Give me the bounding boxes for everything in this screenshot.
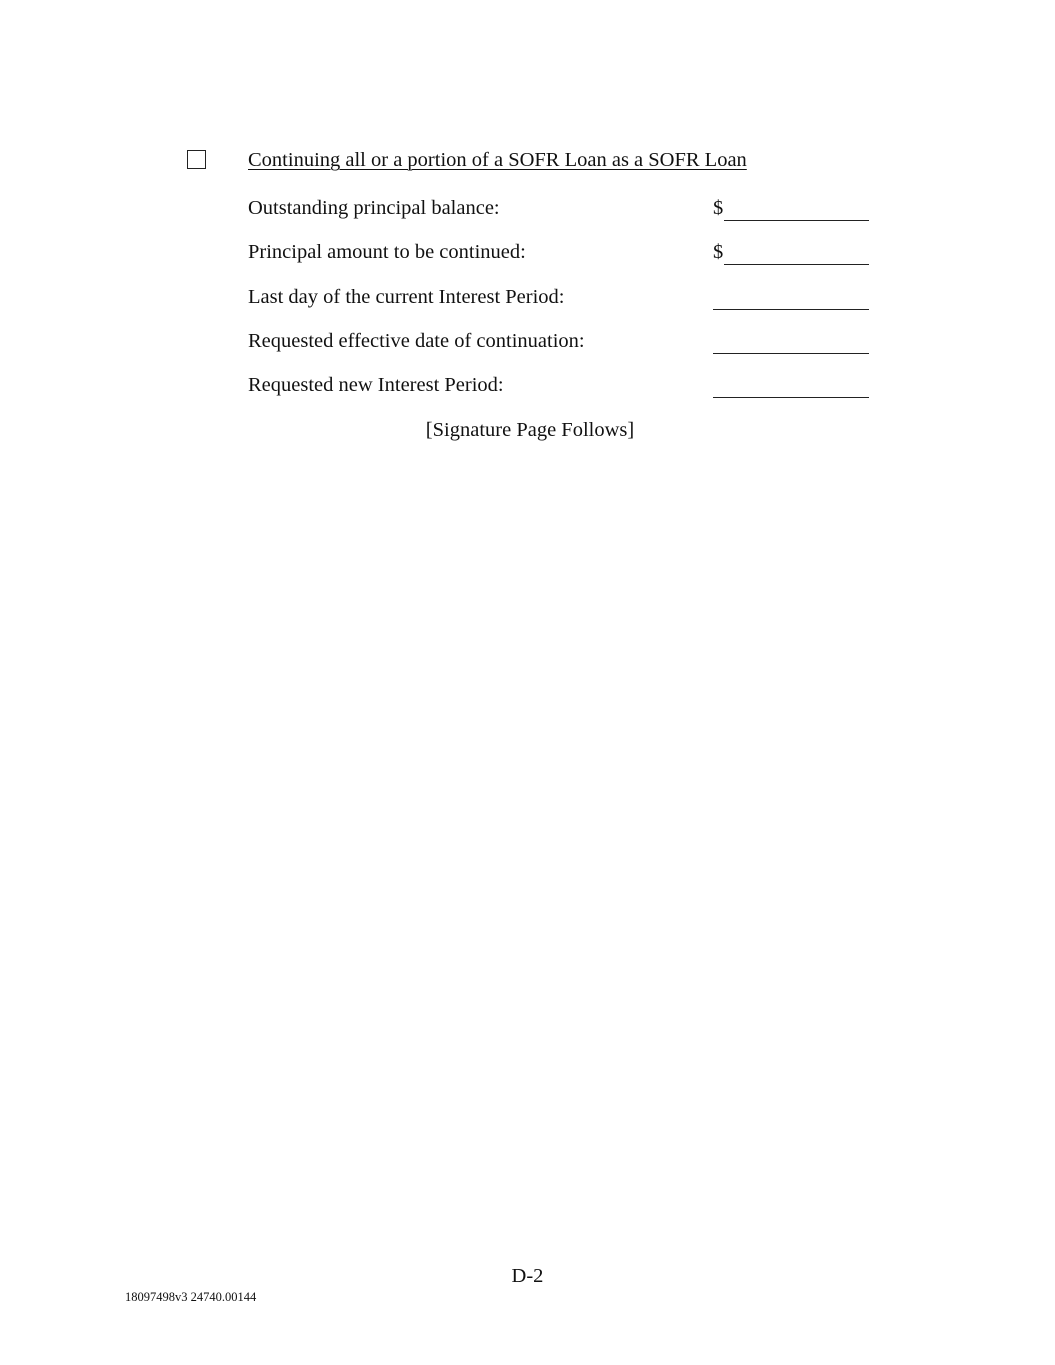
blank-line <box>713 397 869 398</box>
currency-symbol: $ <box>713 241 724 263</box>
document-id: 18097498v3 24740.00144 <box>125 1290 257 1304</box>
blank-line <box>713 353 869 354</box>
currency-symbol: $ <box>713 197 724 219</box>
last-day-interest-period-field[interactable] <box>713 283 869 311</box>
signature-page-note: [Signature Page Follows] <box>425 419 635 441</box>
page-number: D-2 <box>511 1265 544 1287</box>
blank-line <box>724 220 869 221</box>
field-row-effective-date <box>248 327 870 357</box>
field-label: Last day of the current Interest Period: <box>248 286 565 308</box>
principal-continued-field[interactable] <box>713 238 869 266</box>
continuation-checkbox[interactable] <box>187 150 206 169</box>
field-row-last-day-interest-period <box>248 283 870 313</box>
field-label: Outstanding principal balance: <box>248 197 500 219</box>
field-label: Requested new Interest Period: <box>248 374 504 396</box>
option-title: Continuing all or a portion of a SOFR Loan as a SOFR Loan <box>248 149 747 171</box>
field-row-principal-continued <box>248 238 870 268</box>
new-interest-period-field[interactable] <box>713 371 869 399</box>
blank-line <box>713 309 869 310</box>
field-row-outstanding-balance <box>248 194 870 224</box>
blank-line <box>724 264 869 265</box>
field-label: Principal amount to be continued: <box>248 241 526 263</box>
outstanding-balance-field[interactable] <box>713 194 869 222</box>
effective-date-field[interactable] <box>713 327 869 355</box>
field-row-new-interest-period <box>248 371 870 401</box>
field-label: Requested effective date of continuation: <box>248 330 585 352</box>
